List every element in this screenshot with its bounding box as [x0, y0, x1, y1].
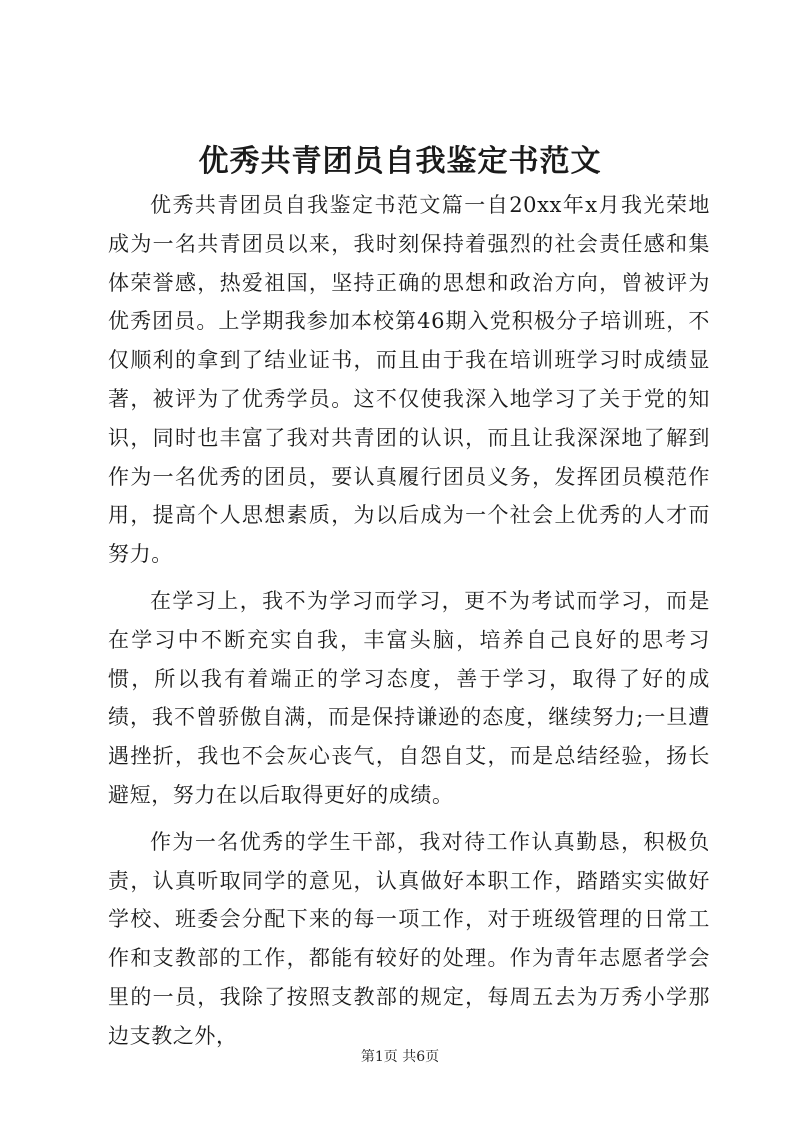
paragraph-1: 优秀共青团员自我鉴定书范文篇一自20xx年x月我光荣地成为一名共青团员以来，我时刻保持着强烈的社会责任感和集体荣誉感，热爱祖国，坚持正确的思想和政治方向，曾被评为优秀团员。上学期我参加本校第46期入党积极分子培训班，不仅顺利的拿到了结业证书，而且由于我在培训班学习时成绩显著，被评为了优秀学员。这不仅使我深入地学习了关于党的知识，同时也丰富了我对共青团的认识，而且让我深深地了解到作为一名优秀的团员，要认真履行团员义务，发挥团员模范作用，提高个人思想素质，为以后成为一个社会上优秀的人才而努力。 [108, 193, 710, 567]
paragraph-2: 在学习上，我不为学习而学习，更不为考试而学习，而是在学习中不断充实自我，丰富头脑，培养自己良好的思考习惯，所以我有着端正的学习态度，善于学习，取得了好的成绩，我不曾骄傲自满，而是保持谦逊的态度，继续努力;一旦遭遇挫折，我也不会灰心丧气，自怨自艾，而是总结经验，扬长避短，努力在以后取得更好的成绩。 [108, 588, 710, 807]
document-body [108, 186, 710, 1056]
document-title: 优秀共青团员自我鉴定书范文 [198, 144, 602, 179]
paragraph-3: 作为一名优秀的学生干部，我对待工作认真勤恳，积极负责，认真听取同学的意见，认真做好本职工作，踏踏实实做好学校、班委会分配下来的每一项工作，对于班级管理的日常工作和支教部的工作，都能有较好的处理。作为青年志愿者学会里的一员，我除了按照支教部的规定，每周五去为万秀小学那边支教之外， [108, 829, 710, 1048]
page-number-indicator: 第1页 共6页 [360, 1049, 440, 1065]
page-footer [0, 1047, 800, 1067]
